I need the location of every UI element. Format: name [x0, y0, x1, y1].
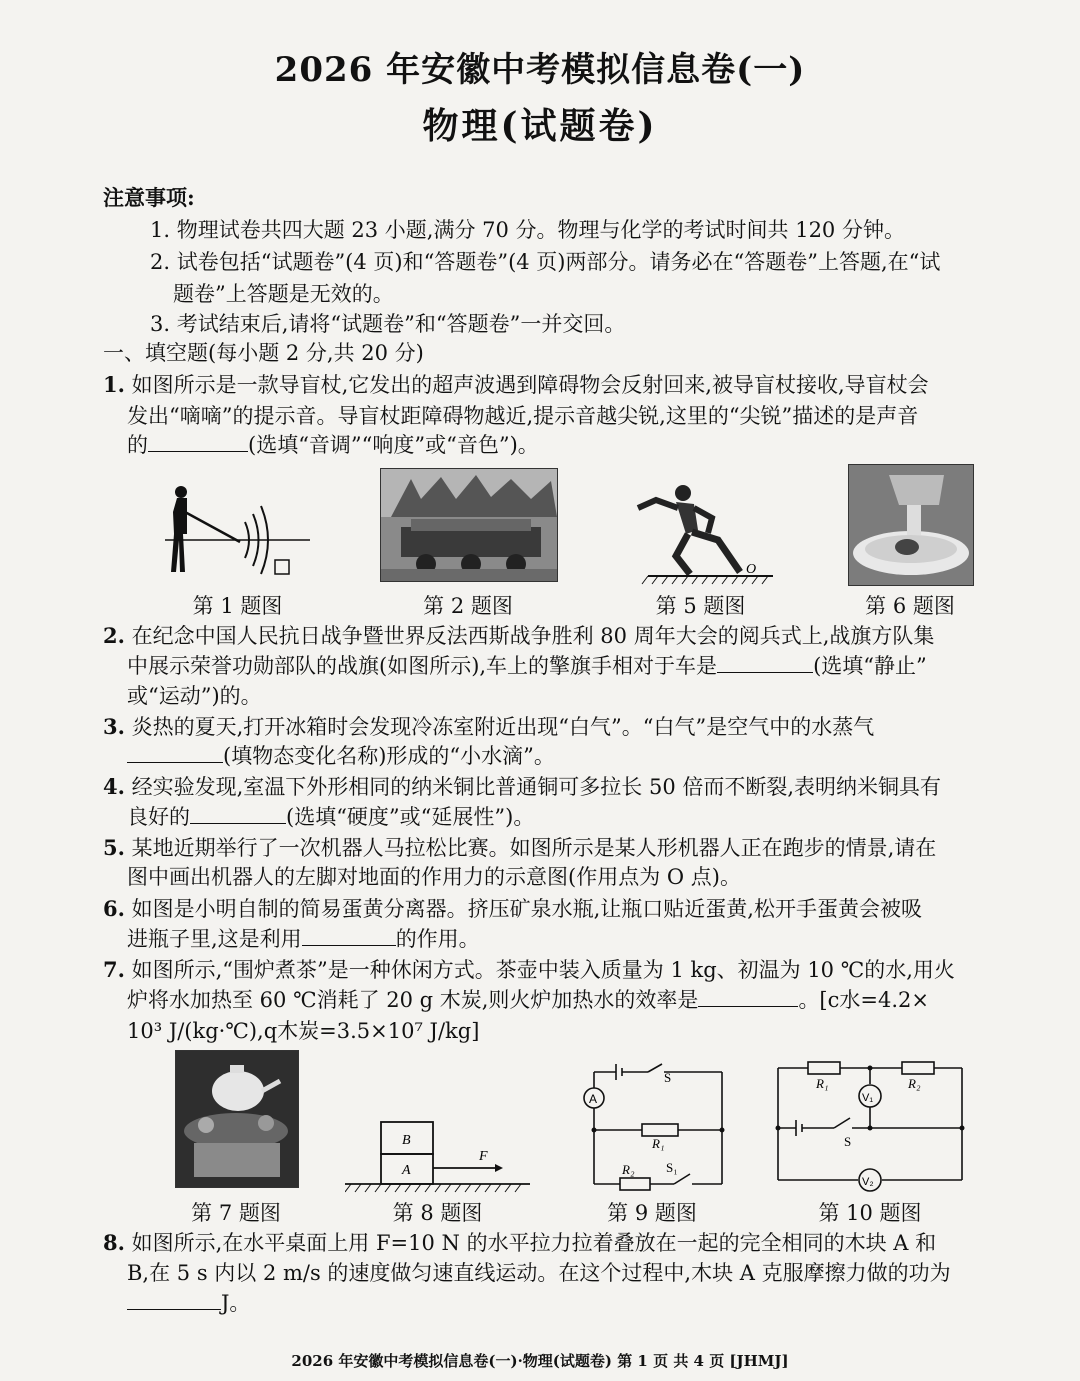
question-text: 如图所示是一款导盲杖,它发出的超声波遇到障碍物会反射回来,被导盲杖接收,导盲杖会	[131, 373, 929, 397]
figure-8-blocks	[345, 1112, 530, 1194]
question-text: (选填“静止”	[813, 654, 927, 678]
figure-6-egg-separator-photo	[848, 464, 974, 586]
exam-subtitle: 物理(试题卷)	[422, 105, 658, 147]
question-number: 4.	[103, 774, 125, 799]
question-number: 3.	[103, 714, 125, 739]
question-number: 8.	[103, 1230, 125, 1255]
figure-10-circuit	[772, 1054, 968, 1192]
figure-2-caption: 第 2 题图	[423, 594, 513, 618]
question-1-line1	[103, 370, 929, 400]
question-text: 如图所示,“围炉煮茶”是一种休闲方式。茶壶中装入质量为 1 kg、初温为 10 ℃的水,用火	[131, 958, 955, 982]
question-6-line2	[127, 924, 480, 954]
r1-label: R₁	[652, 1136, 665, 1151]
question-6-line1	[103, 894, 922, 924]
question-7-line1	[103, 955, 955, 985]
question-8-line3	[127, 1288, 250, 1318]
figure-6-caption: 第 6 题图	[865, 594, 955, 618]
question-4-line2	[127, 802, 534, 832]
question-1-line2: 发出“嘀嘀”的提示音。导盲杖距障碍物越近,提示音越尖锐,这里的“尖锐”描述的是声音	[127, 404, 919, 428]
r2-label: R₂	[622, 1162, 635, 1177]
answer-blank[interactable]	[302, 925, 396, 946]
question-number: 5.	[103, 835, 125, 860]
question-4-line1	[103, 772, 941, 802]
figure-8-caption: 第 8 题图	[392, 1201, 483, 1225]
question-text: (填物态变化名称)形成的“小水滴”。	[223, 744, 555, 768]
question-1-line3	[127, 430, 539, 460]
question-7-line2	[127, 985, 929, 1015]
figure-9-circuit	[578, 1060, 726, 1192]
r2-label: R₂	[908, 1076, 921, 1091]
question-text: 进瓶子里,这是利用	[127, 927, 302, 951]
question-text: (选填“音调”“响度”或“音色”)。	[248, 433, 539, 457]
note-2-line2: 题卷”上答题是无效的。	[173, 282, 394, 306]
question-number: 1.	[103, 372, 125, 397]
question-text: J。	[221, 1291, 251, 1315]
figure-1-blind-cane	[165, 482, 310, 582]
figure-7-tea-stove-photo	[175, 1050, 299, 1188]
question-text: 某地近期举行了一次机器人马拉松比赛。如图所示是某人形机器人正在跑步的情景,请在	[131, 836, 937, 860]
figure-10-caption: 第 10 题图	[818, 1201, 922, 1225]
question-5-line1	[103, 833, 936, 863]
answer-blank[interactable]	[717, 652, 813, 673]
figure-1-caption: 第 1 题图	[192, 594, 283, 618]
answer-blank[interactable]	[190, 803, 286, 824]
switch-s1-label: S₁	[666, 1160, 678, 1175]
question-7-line3: 10³ J/(kg·℃),q木炭=3.5×10⁷ J/kg]	[127, 1019, 480, 1043]
question-number: 2.	[103, 623, 125, 648]
note-3: 3. 考试结束后,请将“试题卷”和“答题卷”一并交回。	[150, 312, 626, 336]
question-text: 的作用。	[395, 927, 480, 951]
question-text: 如图是小明自制的简易蛋黄分离器。挤压矿泉水瓶,让瓶口贴近蛋黄,松开手蛋黄会被吸	[131, 897, 922, 921]
answer-blank[interactable]	[698, 986, 798, 1007]
question-text: 如图所示,在水平桌面上用 F=10 N 的水平拉力拉着叠放在一起的完全相同的木块 A 和	[131, 1231, 937, 1255]
figure-9-caption: 第 9 题图	[607, 1201, 697, 1225]
voltmeter-v1-label: V₁	[862, 1092, 874, 1104]
figure-5-caption: 第 5 题图	[655, 594, 746, 618]
force-label: F	[479, 1149, 488, 1164]
question-3-line2	[127, 741, 555, 771]
section-heading: 一、填空题(每小题 2 分,共 20 分)	[103, 341, 424, 365]
question-text: 的	[127, 433, 148, 457]
question-text: 中展示荣誉功勋部队的战旗(如图所示),车上的擎旗手相对于车是	[127, 654, 718, 678]
question-2-line1	[103, 621, 934, 651]
r1-label: R₁	[816, 1076, 829, 1091]
point-o-label: O	[746, 562, 757, 577]
question-text: 在纪念中国人民抗日战争暨世界反法西斯战争胜利 80 周年大会的阅兵式上,战旗方队集	[131, 624, 935, 648]
question-text: 经实验发现,室温下外形相同的纳米铜比普通铜可多拉长 50 倍而不断裂,表明纳米铜具有	[131, 775, 942, 799]
question-2-line2	[127, 651, 927, 681]
figure-5-robot-runner	[628, 478, 773, 586]
question-8-line2: B,在 5 s 内以 2 m/s 的速度做匀速直线运动。在这个过程中,木块 A 克服摩擦力做的功为	[127, 1261, 951, 1285]
question-number: 6.	[103, 896, 125, 921]
exam-title: 2026 年安徽中考模拟信息卷(一)	[274, 50, 806, 90]
switch-s-label: S	[664, 1070, 672, 1085]
figure-7-caption: 第 7 题图	[191, 1201, 281, 1225]
question-text: 。[c水=4.2×	[798, 988, 929, 1012]
notes-heading: 注意事项:	[103, 185, 195, 210]
answer-blank[interactable]	[127, 742, 223, 763]
question-2-line3: 或“运动”)的。	[127, 684, 262, 708]
note-1: 1. 物理试卷共四大题 23 小题,满分 70 分。物理与化学的考试时间共 120 分钟。	[150, 218, 905, 242]
figure-2-parade-photo	[380, 468, 558, 582]
switch-s-label: S	[844, 1134, 852, 1149]
question-text: (选填“硬度”或“延展性”)。	[286, 805, 535, 829]
block-a-label: A	[402, 1163, 411, 1178]
voltmeter-v2-label: V₂	[862, 1176, 874, 1188]
note-2-line1: 2. 试卷包括“试题卷”(4 页)和“答题卷”(4 页)两部分。请务必在“答题卷”上答题,在“试	[150, 250, 941, 274]
question-text: 炉将水加热至 60 ℃消耗了 20 g 木炭,则火炉加热水的效率是	[127, 988, 699, 1012]
block-b-label: B	[402, 1133, 411, 1148]
ammeter-label: A	[589, 1092, 598, 1106]
answer-blank[interactable]	[127, 1289, 221, 1310]
question-5-line2: 图中画出机器人的左脚对地面的作用力的示意图(作用点为 O 点)。	[127, 865, 741, 889]
question-text: 良好的	[127, 805, 190, 829]
question-number: 7.	[103, 957, 125, 982]
question-text: 炎热的夏天,打开冰箱时会发现冷冻室附近出现“白气”。“白气”是空气中的水蒸气	[131, 715, 875, 739]
question-3-line1	[103, 712, 874, 742]
answer-blank[interactable]	[148, 431, 248, 452]
question-8-line1	[103, 1228, 936, 1258]
page-footer: 2026 年安徽中考模拟信息卷(一)·物理(试题卷) 第 1 页 共 4 页 [JHMJ]	[291, 1352, 789, 1370]
